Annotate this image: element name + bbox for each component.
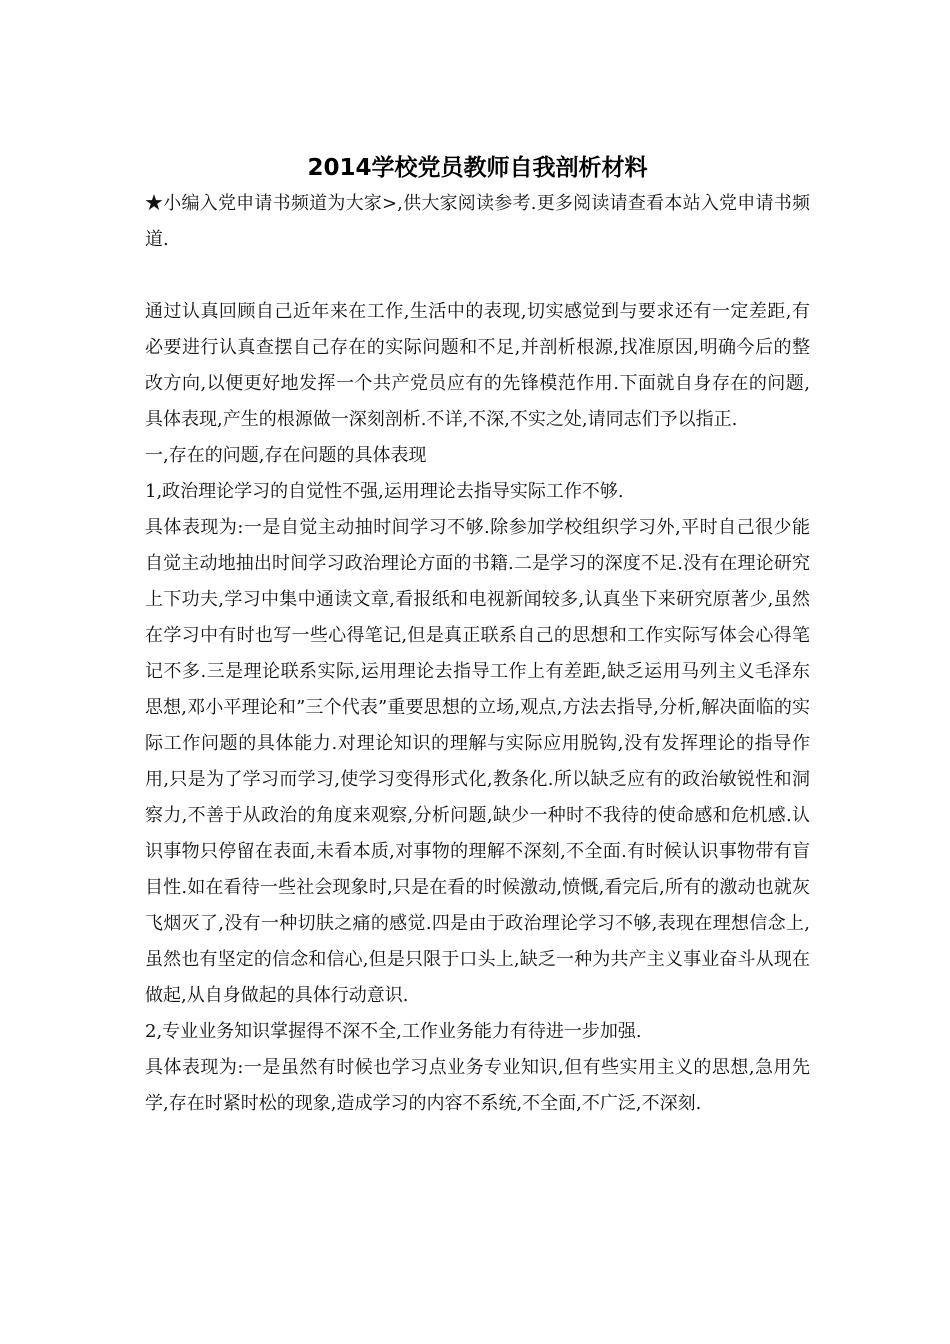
document-body bbox=[145, 150, 810, 1122]
body-paragraph: 通过认真回顾自己近年来在工作,生活中的表现,切实感觉到与要求还有一定差距,有必要进行认真查摆自己存在的实际问题和不足,并剖析根源,找准原因,明确今后的整改方向,以便更好地发挥一个共产党员应有的先锋模范作用.下面就自身存在的问题,具体表现,产生的根源做一深刻剖析.不详,不深,不实之处,请同志们予以指正. bbox=[145, 301, 810, 430]
blank-line bbox=[145, 258, 810, 294]
body-paragraph: 具体表现为:一是虽然有时候也学习点业务专业知识,但有些实用主义的思想,急用先学,存在时紧时松的现象,造成学习的内容不系统,不全面,不广泛,不深刻. bbox=[145, 1057, 810, 1114]
item-heading: 2,专业业务知识掌握得不深不全,工作业务能力有待进一步加强. bbox=[145, 1021, 642, 1042]
intro-paragraph: ★小编入党申请书频道为大家>,供大家阅读参考.更多阅读请查看本站入党申请书频道. bbox=[145, 193, 810, 250]
item-heading: 1,政治理论学习的自觉性不强,运用理论去指导实际工作不够. bbox=[145, 481, 624, 502]
document-title: 2014学校党员教师自我剖析材料 bbox=[307, 155, 648, 181]
section-heading: 一,存在的问题,存在问题的具体表现 bbox=[145, 445, 427, 466]
body-paragraph: 具体表现为:一是自觉主动抽时间学习不够.除参加学校组织学习外,平时自己很少能自觉主动地抽出时间学习政治理论方面的书籍.二是学习的深度不足.没有在理论研究上下功夫,学习中集中通读文章,看报纸和电视新闻较多,认真坐下来研究原著少,虽然在学习中有时也写一些心得笔记,但是真正联系自己的思想和工作实际写体会心得笔记不多.三是理论联系实际,运用理论去指导工作上有差距,缺乏运用马列主义毛泽东思想,邓小平理论和”三个代表”重要思想的立场,观点,方法去指导,分析,解决面临的实际工作问题的具体能力.对理论知识的理解与实际应用脱钩,没有发挥理论的指导作用,只是为了学习而学习,使学习变得形式化,教条化.所以缺乏应有的政治敏锐性和洞察力,不善于从政治的角度来观察,分析问题,缺少一种时不我待的使命感和危机感.认识事物只停留在表面,未看本质,对事物的理解不深刻,不全面.有时候认识事物带有盲目性.如在看待一些社会现象时,只是在看的时候激动,愤慨,看完后,所有的激动也就灰飞烟灭了,没有一种切肤之痛的感觉.四是由于政治理论学习不够,表现在理想信念上,虽然也有坚定的信念和信心,但是只限于口头上,缺乏一种为共产主义事业奋斗从现在做起,从自身做起的具体行动意识. bbox=[145, 517, 810, 1006]
